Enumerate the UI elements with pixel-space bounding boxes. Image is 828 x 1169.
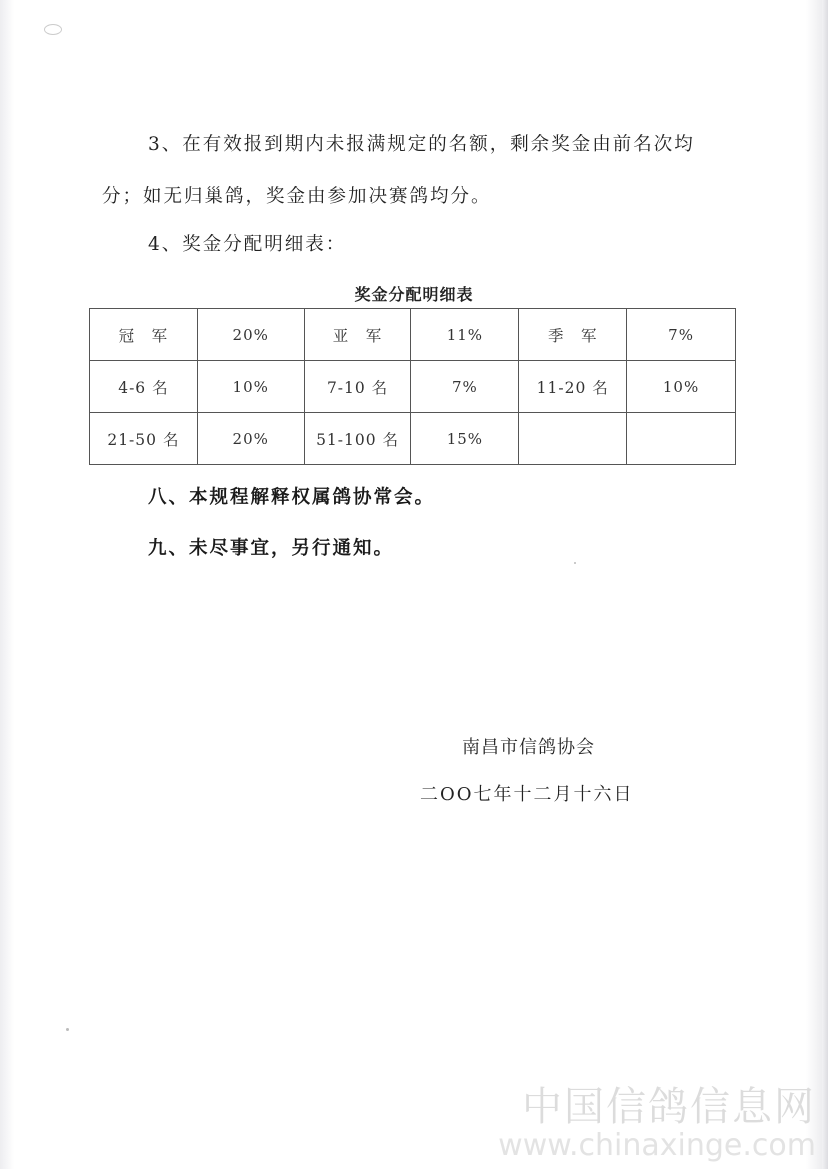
percent-cell: 20% <box>197 309 304 361</box>
percent-cell: 7% <box>627 309 736 361</box>
rank-cell: 11-20 名 <box>519 361 627 413</box>
watermark-text: 中国信鸽信息网 <box>522 1084 816 1130</box>
corner-smudge <box>44 24 62 35</box>
rank-cell: 亚 军 <box>304 309 411 361</box>
rank-cell: 4-6 名 <box>90 361 198 413</box>
rank-cell: 51-100 名 <box>304 413 411 465</box>
percent-cell: 15% <box>411 413 519 465</box>
percent-cell: 7% <box>411 361 519 413</box>
table-title: 奖金分配明细表 <box>354 285 474 304</box>
paragraph-item-4: 4、奖金分配明细表： <box>148 234 347 255</box>
paper-speck <box>574 562 576 564</box>
paragraph-item-3: 3、在有效报到期内未报满规定的名额，剩余奖金由前名次均 <box>148 134 695 155</box>
signature-organization: 南昌市信鸽协会 <box>462 737 595 758</box>
watermark-url: www.chinaxinge.com <box>498 1128 816 1163</box>
section-8: 八、本规程解释权属鸽协常会。 <box>148 487 436 508</box>
signature-date: 二OO七年十二月十六日 <box>420 784 634 805</box>
prize-distribution-table <box>89 308 736 465</box>
section-9: 九、未尽事宜，另行通知。 <box>148 538 395 559</box>
rank-cell: 冠 军 <box>90 309 198 361</box>
paper-speck <box>66 1028 69 1031</box>
paragraph-item-3-continued: 分；如无归巢鸽，奖金由参加决赛鸽均分。 <box>102 186 492 207</box>
percent-cell: 11% <box>411 309 519 361</box>
rank-cell: 21-50 名 <box>90 413 198 465</box>
empty-cell <box>519 413 627 465</box>
percent-cell: 10% <box>627 361 736 413</box>
table-row <box>90 413 736 465</box>
percent-cell: 10% <box>197 361 304 413</box>
page-edge <box>822 0 828 1169</box>
rank-cell: 季 军 <box>519 309 627 361</box>
percent-cell: 20% <box>197 413 304 465</box>
table-row <box>90 361 736 413</box>
table-row <box>90 309 736 361</box>
rank-cell: 7-10 名 <box>304 361 411 413</box>
empty-cell <box>627 413 736 465</box>
